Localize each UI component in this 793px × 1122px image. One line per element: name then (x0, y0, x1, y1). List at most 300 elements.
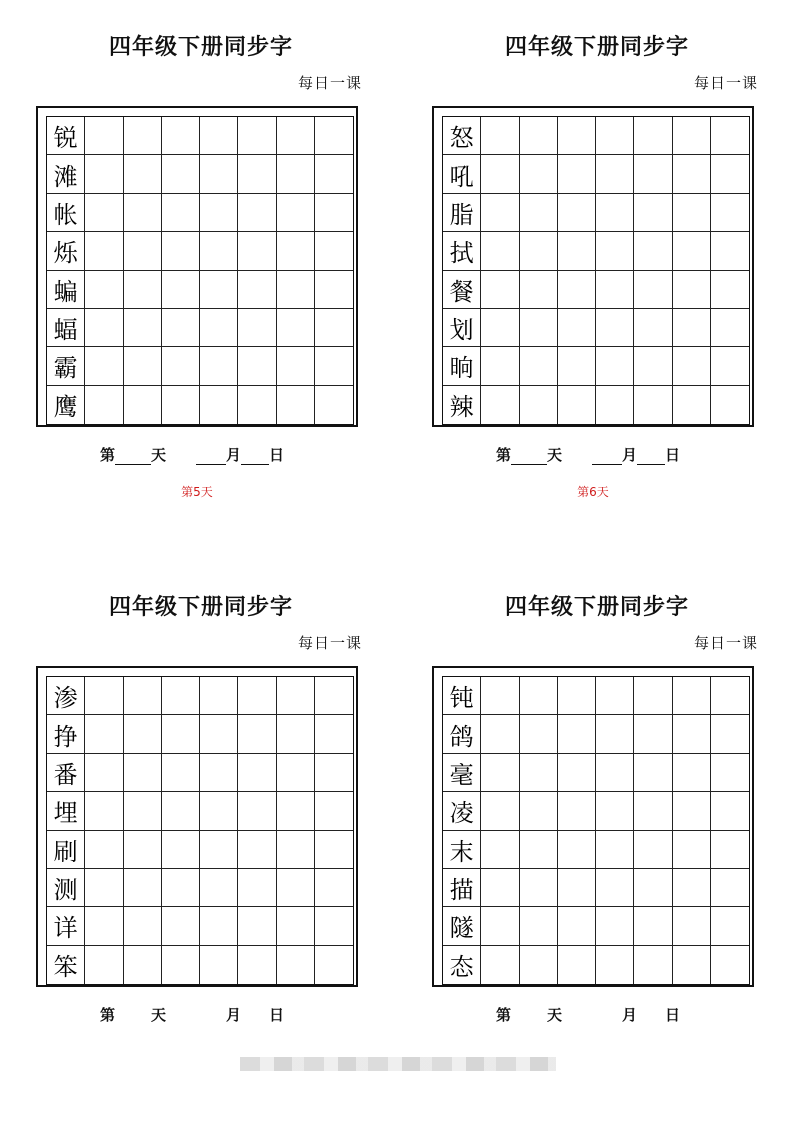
writing-cell[interactable] (673, 271, 711, 309)
writing-cell[interactable] (238, 907, 276, 945)
model-character: 刷 (47, 831, 85, 869)
model-character: 钝 (443, 677, 481, 715)
writing-cell[interactable] (596, 831, 634, 869)
writing-cell[interactable] (277, 831, 315, 869)
writing-cell[interactable] (634, 117, 672, 155)
model-character: 番 (47, 754, 85, 792)
writing-cell[interactable] (634, 194, 672, 232)
writing-cell[interactable] (124, 946, 162, 984)
writing-cell[interactable] (85, 869, 123, 907)
model-character: 吼 (443, 155, 481, 193)
writing-cell[interactable] (200, 347, 238, 385)
writing-cell[interactable] (124, 754, 162, 792)
practice-frame (432, 666, 754, 987)
writing-cell[interactable] (85, 271, 123, 309)
writing-cell[interactable] (315, 386, 353, 424)
writing-cell[interactable] (238, 271, 276, 309)
writing-cell[interactable] (315, 869, 353, 907)
writing-cell[interactable] (596, 386, 634, 424)
writing-cell[interactable] (315, 271, 353, 309)
writing-cell[interactable] (315, 792, 353, 830)
writing-cell[interactable] (520, 792, 558, 830)
writing-cell[interactable] (520, 347, 558, 385)
day-number-blank[interactable] (511, 448, 547, 465)
writing-cell[interactable] (277, 677, 315, 715)
writing-cell[interactable] (315, 194, 353, 232)
writing-cell[interactable] (481, 715, 519, 753)
writing-cell[interactable] (634, 347, 672, 385)
writing-cell[interactable] (124, 155, 162, 193)
practice-grid (46, 676, 354, 985)
writing-cell[interactable] (558, 117, 596, 155)
writing-cell[interactable] (162, 907, 200, 945)
writing-cell[interactable] (596, 309, 634, 347)
writing-cell[interactable] (711, 386, 749, 424)
date-di-label: 第 (496, 1006, 512, 1024)
writing-cell[interactable] (596, 754, 634, 792)
writing-cell[interactable] (711, 155, 749, 193)
writing-cell[interactable] (238, 386, 276, 424)
model-character: 划 (443, 309, 481, 347)
worksheet-2 (432, 0, 762, 499)
practice-grid (46, 116, 354, 425)
writing-cell[interactable] (200, 792, 238, 830)
writing-cell[interactable] (200, 309, 238, 347)
date-di-label: 第 (100, 1006, 116, 1024)
writing-cell[interactable] (634, 309, 672, 347)
writing-cell[interactable] (481, 869, 519, 907)
writing-cell[interactable] (481, 754, 519, 792)
writing-cell[interactable] (277, 715, 315, 753)
writing-cell[interactable] (558, 347, 596, 385)
writing-cell[interactable] (315, 155, 353, 193)
date-tian-label: 天 (547, 1006, 563, 1024)
writing-cell[interactable] (277, 309, 315, 347)
date-line (100, 1004, 284, 1025)
writing-cell[interactable] (520, 155, 558, 193)
day-tag: 第6天 (577, 485, 609, 499)
writing-cell[interactable] (673, 232, 711, 270)
model-character: 测 (47, 869, 85, 907)
writing-cell[interactable] (634, 792, 672, 830)
writing-cell[interactable] (238, 715, 276, 753)
writing-cell[interactable] (520, 715, 558, 753)
writing-cell[interactable] (520, 754, 558, 792)
writing-cell[interactable] (85, 194, 123, 232)
day-number-blank[interactable] (511, 1009, 547, 1025)
writing-cell[interactable] (481, 677, 519, 715)
day-tag: 第5天 (181, 485, 213, 499)
writing-cell[interactable] (673, 386, 711, 424)
writing-cell[interactable] (162, 715, 200, 753)
writing-cell[interactable] (673, 347, 711, 385)
writing-cell[interactable] (162, 677, 200, 715)
writing-cell[interactable] (124, 232, 162, 270)
writing-cell[interactable] (124, 194, 162, 232)
writing-cell[interactable] (162, 155, 200, 193)
writing-cell[interactable] (162, 232, 200, 270)
writing-cell[interactable] (596, 869, 634, 907)
writing-cell[interactable] (124, 831, 162, 869)
writing-cell[interactable] (200, 155, 238, 193)
writing-cell[interactable] (315, 347, 353, 385)
writing-cell[interactable] (673, 869, 711, 907)
writing-cell[interactable] (238, 754, 276, 792)
writing-cell[interactable] (520, 232, 558, 270)
month-blank[interactable] (196, 448, 226, 465)
writing-cell[interactable] (520, 831, 558, 869)
writing-cell[interactable] (85, 754, 123, 792)
model-character: 态 (443, 946, 481, 984)
day-number-blank[interactable] (115, 1009, 151, 1025)
model-character: 笨 (47, 946, 85, 984)
date-yue-label: 月 (226, 1006, 242, 1024)
model-character: 餐 (443, 271, 481, 309)
writing-cell[interactable] (520, 194, 558, 232)
writing-cell[interactable] (162, 271, 200, 309)
writing-cell[interactable] (520, 271, 558, 309)
writing-cell[interactable] (481, 946, 519, 984)
writing-cell[interactable] (596, 155, 634, 193)
model-character: 隧 (443, 907, 481, 945)
writing-cell[interactable] (481, 386, 519, 424)
writing-cell[interactable] (481, 309, 519, 347)
writing-cell[interactable] (634, 831, 672, 869)
writing-cell[interactable] (315, 831, 353, 869)
writing-cell[interactable] (162, 194, 200, 232)
date-ri-label: 日 (269, 1006, 285, 1024)
writing-cell[interactable] (124, 907, 162, 945)
date-yue-label: 月 (622, 1006, 638, 1024)
worksheet-subtitle: 每日一课 (297, 634, 362, 652)
writing-cell[interactable] (200, 946, 238, 984)
writing-cell[interactable] (315, 232, 353, 270)
writing-cell[interactable] (238, 792, 276, 830)
writing-cell[interactable] (238, 831, 276, 869)
writing-cell[interactable] (124, 347, 162, 385)
writing-cell[interactable] (200, 677, 238, 715)
date-blank[interactable] (637, 448, 665, 465)
writing-cell[interactable] (238, 869, 276, 907)
writing-cell[interactable] (558, 309, 596, 347)
worksheet-subtitle: 每日一课 (693, 74, 758, 92)
model-character: 毫 (443, 754, 481, 792)
writing-cell[interactable] (124, 792, 162, 830)
writing-cell[interactable] (315, 117, 353, 155)
writing-cell[interactable] (85, 677, 123, 715)
writing-cell[interactable] (162, 792, 200, 830)
writing-cell[interactable] (711, 792, 749, 830)
practice-grid (442, 116, 750, 425)
writing-cell[interactable] (596, 232, 634, 270)
writing-cell[interactable] (85, 907, 123, 945)
writing-cell[interactable] (634, 946, 672, 984)
date-tian-label: 天 (547, 446, 563, 464)
writing-cell[interactable] (277, 155, 315, 193)
writing-cell[interactable] (200, 754, 238, 792)
date-line (100, 444, 284, 465)
writing-cell[interactable] (634, 754, 672, 792)
date-yue-label: 月 (226, 446, 242, 464)
writing-cell[interactable] (634, 715, 672, 753)
writing-cell[interactable] (315, 309, 353, 347)
writing-cell[interactable] (238, 677, 276, 715)
writing-cell[interactable] (711, 677, 749, 715)
worksheet-3 (36, 560, 366, 1040)
writing-cell[interactable] (596, 117, 634, 155)
date-di-label: 第 (496, 446, 512, 464)
writing-cell[interactable] (315, 677, 353, 715)
writing-cell[interactable] (596, 792, 634, 830)
writing-cell[interactable] (162, 309, 200, 347)
writing-cell[interactable] (711, 347, 749, 385)
writing-cell[interactable] (200, 194, 238, 232)
practice-grid (442, 676, 750, 985)
writing-cell[interactable] (711, 309, 749, 347)
date-ri-label: 日 (665, 446, 681, 464)
writing-cell[interactable] (124, 386, 162, 424)
date-line (496, 1004, 680, 1025)
model-character: 挣 (47, 715, 85, 753)
writing-cell[interactable] (481, 831, 519, 869)
writing-cell[interactable] (558, 869, 596, 907)
writing-cell[interactable] (315, 907, 353, 945)
writing-cell[interactable] (558, 907, 596, 945)
writing-cell[interactable] (634, 386, 672, 424)
writing-cell[interactable] (558, 754, 596, 792)
writing-cell[interactable] (558, 677, 596, 715)
writing-cell[interactable] (711, 232, 749, 270)
date-yue-label: 月 (622, 446, 638, 464)
writing-cell[interactable] (124, 309, 162, 347)
date-ri-label: 日 (665, 1006, 681, 1024)
writing-cell[interactable] (277, 754, 315, 792)
writing-cell[interactable] (277, 869, 315, 907)
writing-cell[interactable] (162, 754, 200, 792)
model-character: 渗 (47, 677, 85, 715)
writing-cell[interactable] (124, 117, 162, 155)
writing-cell[interactable] (673, 194, 711, 232)
writing-cell[interactable] (277, 232, 315, 270)
writing-cell[interactable] (634, 869, 672, 907)
writing-cell[interactable] (711, 117, 749, 155)
writing-cell[interactable] (558, 831, 596, 869)
model-character: 拭 (443, 232, 481, 270)
date-blank[interactable] (637, 1009, 665, 1025)
writing-cell[interactable] (481, 117, 519, 155)
writing-cell[interactable] (85, 715, 123, 753)
writing-cell[interactable] (673, 946, 711, 984)
writing-cell[interactable] (634, 232, 672, 270)
writing-cell[interactable] (711, 271, 749, 309)
writing-cell[interactable] (634, 271, 672, 309)
worksheet-title: 四年级下册同步字 (504, 595, 689, 620)
writing-cell[interactable] (200, 271, 238, 309)
writing-cell[interactable] (711, 831, 749, 869)
worksheet-1 (36, 0, 366, 499)
model-character: 埋 (47, 792, 85, 830)
writing-cell[interactable] (124, 677, 162, 715)
worksheet-title: 四年级下册同步字 (108, 595, 293, 620)
date-ri-label: 日 (269, 446, 285, 464)
writing-cell[interactable] (673, 117, 711, 155)
writing-cell[interactable] (558, 946, 596, 984)
writing-cell[interactable] (162, 831, 200, 869)
writing-cell[interactable] (85, 386, 123, 424)
writing-cell[interactable] (711, 946, 749, 984)
writing-cell[interactable] (238, 347, 276, 385)
writing-cell[interactable] (711, 907, 749, 945)
model-character: 烁 (47, 232, 85, 270)
model-character: 滩 (47, 155, 85, 193)
date-blank[interactable] (241, 1009, 269, 1025)
writing-cell[interactable] (558, 792, 596, 830)
writing-cell[interactable] (238, 155, 276, 193)
date-blank[interactable] (241, 448, 269, 465)
writing-cell[interactable] (124, 715, 162, 753)
model-character: 帐 (47, 194, 85, 232)
writing-cell[interactable] (200, 869, 238, 907)
practice-frame (36, 106, 358, 427)
worksheet-title: 四年级下册同步字 (108, 35, 293, 60)
writing-cell[interactable] (673, 792, 711, 830)
writing-cell[interactable] (124, 869, 162, 907)
writing-cell[interactable] (673, 831, 711, 869)
writing-cell[interactable] (520, 309, 558, 347)
model-character: 辣 (443, 386, 481, 424)
writing-cell[interactable] (162, 117, 200, 155)
writing-cell[interactable] (673, 155, 711, 193)
writing-cell[interactable] (85, 831, 123, 869)
model-character: 鸽 (443, 715, 481, 753)
writing-cell[interactable] (200, 117, 238, 155)
day-number-blank[interactable] (115, 448, 151, 465)
writing-cell[interactable] (315, 946, 353, 984)
writing-cell[interactable] (85, 792, 123, 830)
writing-cell[interactable] (277, 271, 315, 309)
writing-cell[interactable] (238, 194, 276, 232)
writing-cell[interactable] (238, 946, 276, 984)
writing-cell[interactable] (558, 386, 596, 424)
writing-cell[interactable] (277, 117, 315, 155)
writing-cell[interactable] (85, 117, 123, 155)
writing-cell[interactable] (596, 194, 634, 232)
writing-cell[interactable] (85, 155, 123, 193)
writing-cell[interactable] (711, 715, 749, 753)
writing-cell[interactable] (711, 194, 749, 232)
model-character: 鹰 (47, 386, 85, 424)
model-character: 详 (47, 907, 85, 945)
writing-cell[interactable] (238, 309, 276, 347)
writing-cell[interactable] (124, 271, 162, 309)
writing-cell[interactable] (200, 232, 238, 270)
writing-cell[interactable] (238, 232, 276, 270)
writing-cell[interactable] (481, 194, 519, 232)
writing-cell[interactable] (200, 715, 238, 753)
writing-cell[interactable] (634, 155, 672, 193)
writing-cell[interactable] (558, 715, 596, 753)
writing-cell[interactable] (481, 232, 519, 270)
writing-cell[interactable] (162, 347, 200, 385)
model-character: 蝠 (47, 309, 85, 347)
writing-cell[interactable] (673, 309, 711, 347)
worksheet-subtitle: 每日一课 (693, 634, 758, 652)
writing-cell[interactable] (481, 792, 519, 830)
model-character: 脂 (443, 194, 481, 232)
writing-cell[interactable] (558, 194, 596, 232)
writing-cell[interactable] (520, 907, 558, 945)
model-character: 锐 (47, 117, 85, 155)
writing-cell[interactable] (711, 869, 749, 907)
writing-cell[interactable] (85, 946, 123, 984)
writing-cell[interactable] (277, 792, 315, 830)
writing-cell[interactable] (673, 677, 711, 715)
writing-cell[interactable] (596, 715, 634, 753)
writing-cell[interactable] (200, 386, 238, 424)
writing-cell[interactable] (315, 715, 353, 753)
writing-cell[interactable] (558, 232, 596, 270)
writing-cell[interactable] (558, 271, 596, 309)
writing-cell[interactable] (481, 347, 519, 385)
writing-cell[interactable] (520, 117, 558, 155)
worksheet-subtitle: 每日一课 (297, 74, 362, 92)
month-blank[interactable] (592, 1009, 622, 1025)
worksheet-4 (432, 560, 762, 1040)
writing-cell[interactable] (520, 946, 558, 984)
writing-cell[interactable] (85, 232, 123, 270)
writing-cell[interactable] (238, 117, 276, 155)
worksheet-title: 四年级下册同步字 (504, 35, 689, 60)
writing-cell[interactable] (315, 754, 353, 792)
writing-cell[interactable] (481, 155, 519, 193)
model-character: 末 (443, 831, 481, 869)
writing-cell[interactable] (634, 907, 672, 945)
writing-cell[interactable] (711, 754, 749, 792)
month-blank[interactable] (196, 1009, 226, 1025)
writing-cell[interactable] (596, 677, 634, 715)
writing-cell[interactable] (277, 347, 315, 385)
writing-cell[interactable] (520, 869, 558, 907)
writing-cell[interactable] (596, 946, 634, 984)
writing-cell[interactable] (558, 155, 596, 193)
writing-cell[interactable] (162, 386, 200, 424)
writing-cell[interactable] (634, 677, 672, 715)
month-blank[interactable] (592, 448, 622, 465)
writing-cell[interactable] (596, 347, 634, 385)
writing-cell[interactable] (277, 907, 315, 945)
model-character: 蝙 (47, 271, 85, 309)
writing-cell[interactable] (481, 907, 519, 945)
writing-cell[interactable] (277, 194, 315, 232)
writing-cell[interactable] (520, 677, 558, 715)
writing-cell[interactable] (673, 754, 711, 792)
writing-cell[interactable] (596, 907, 634, 945)
writing-cell[interactable] (673, 715, 711, 753)
writing-cell[interactable] (200, 907, 238, 945)
writing-cell[interactable] (596, 271, 634, 309)
writing-cell[interactable] (673, 907, 711, 945)
writing-cell[interactable] (520, 386, 558, 424)
writing-cell[interactable] (200, 831, 238, 869)
writing-cell[interactable] (277, 386, 315, 424)
writing-cell[interactable] (277, 946, 315, 984)
writing-cell[interactable] (162, 946, 200, 984)
date-tian-label: 天 (151, 1006, 167, 1024)
writing-cell[interactable] (162, 869, 200, 907)
writing-cell[interactable] (481, 271, 519, 309)
writing-cell[interactable] (85, 347, 123, 385)
writing-cell[interactable] (85, 309, 123, 347)
